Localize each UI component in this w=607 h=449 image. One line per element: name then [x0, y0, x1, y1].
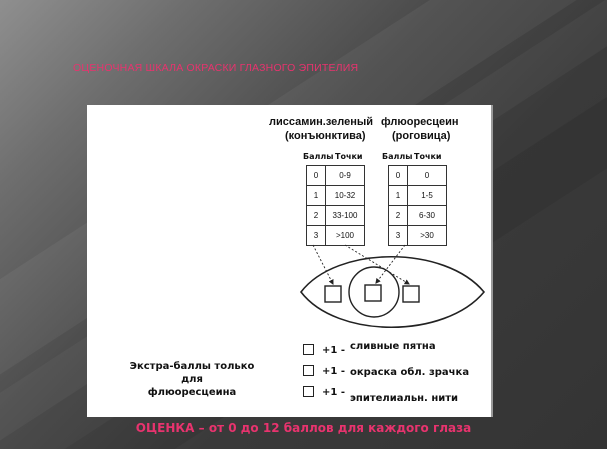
score-cell: 2	[389, 206, 408, 226]
fluorescein-name: флюоресцеин	[381, 116, 459, 128]
score-cell: 2	[307, 206, 326, 226]
slide-footer: ОЦЕНКА – от 0 до 12 баллов для каждого глаза	[135, 421, 472, 435]
extra-checkbox-pupil[interactable]	[303, 365, 314, 376]
points-cell: 0-9	[326, 166, 365, 186]
points-cell: 0	[408, 166, 447, 186]
slide-title: ОЦЕНОЧНАЯ ШКАЛА ОКРАСКИ ГЛАЗНОГО ЭПИТЕЛИЯ	[73, 62, 359, 74]
score-cell: 3	[307, 226, 326, 246]
points-cell: 33-100	[326, 206, 365, 226]
points-cell: 10-32	[326, 186, 365, 206]
lissamine-area: (конъюнктива)	[285, 130, 366, 142]
extra-checkbox-filaments[interactable]	[303, 386, 314, 397]
score-cell: 1	[307, 186, 326, 206]
points-cell: >100	[326, 226, 365, 246]
cornea-zone-box	[365, 285, 381, 301]
fluorescein-area: (роговица)	[392, 130, 451, 142]
score-cell: 0	[389, 166, 408, 186]
extra-checkbox-confluent[interactable]	[303, 344, 314, 355]
temporal-zone-box	[403, 286, 419, 302]
extra-label-pupil: окраска обл. зрачка	[350, 367, 470, 378]
content-panel	[87, 105, 493, 417]
lissamine-score-header: Баллы	[303, 152, 334, 161]
points-cell: 1-5	[408, 186, 447, 206]
score-cell: 3	[389, 226, 408, 246]
extra-note-line-1: Экстра-баллы только для	[129, 361, 255, 385]
extra-label-confluent: сливные пятна	[350, 341, 436, 352]
extra-note-line-2: флюоресцеина	[147, 387, 237, 398]
points-cell: >30	[408, 226, 447, 246]
extra-points-confluent: +1 -	[322, 345, 345, 356]
extra-points-pupil: +1 -	[322, 366, 345, 377]
nasal-zone-box	[325, 286, 341, 302]
extra-points-note	[117, 360, 267, 399]
extra-points-filaments: +1 -	[322, 387, 345, 398]
lissamine-points-header: Точки	[335, 152, 363, 161]
fluorescein-score-header: Баллы	[382, 152, 413, 161]
lissamine-name: лиссамин.зеленый	[269, 116, 374, 128]
fluorescein-points-header: Точки	[414, 152, 442, 161]
extra-label-filaments: эпителиальн. нити	[350, 393, 459, 404]
score-cell: 1	[389, 186, 408, 206]
points-cell: 6-30	[408, 206, 447, 226]
score-cell: 0	[307, 166, 326, 186]
